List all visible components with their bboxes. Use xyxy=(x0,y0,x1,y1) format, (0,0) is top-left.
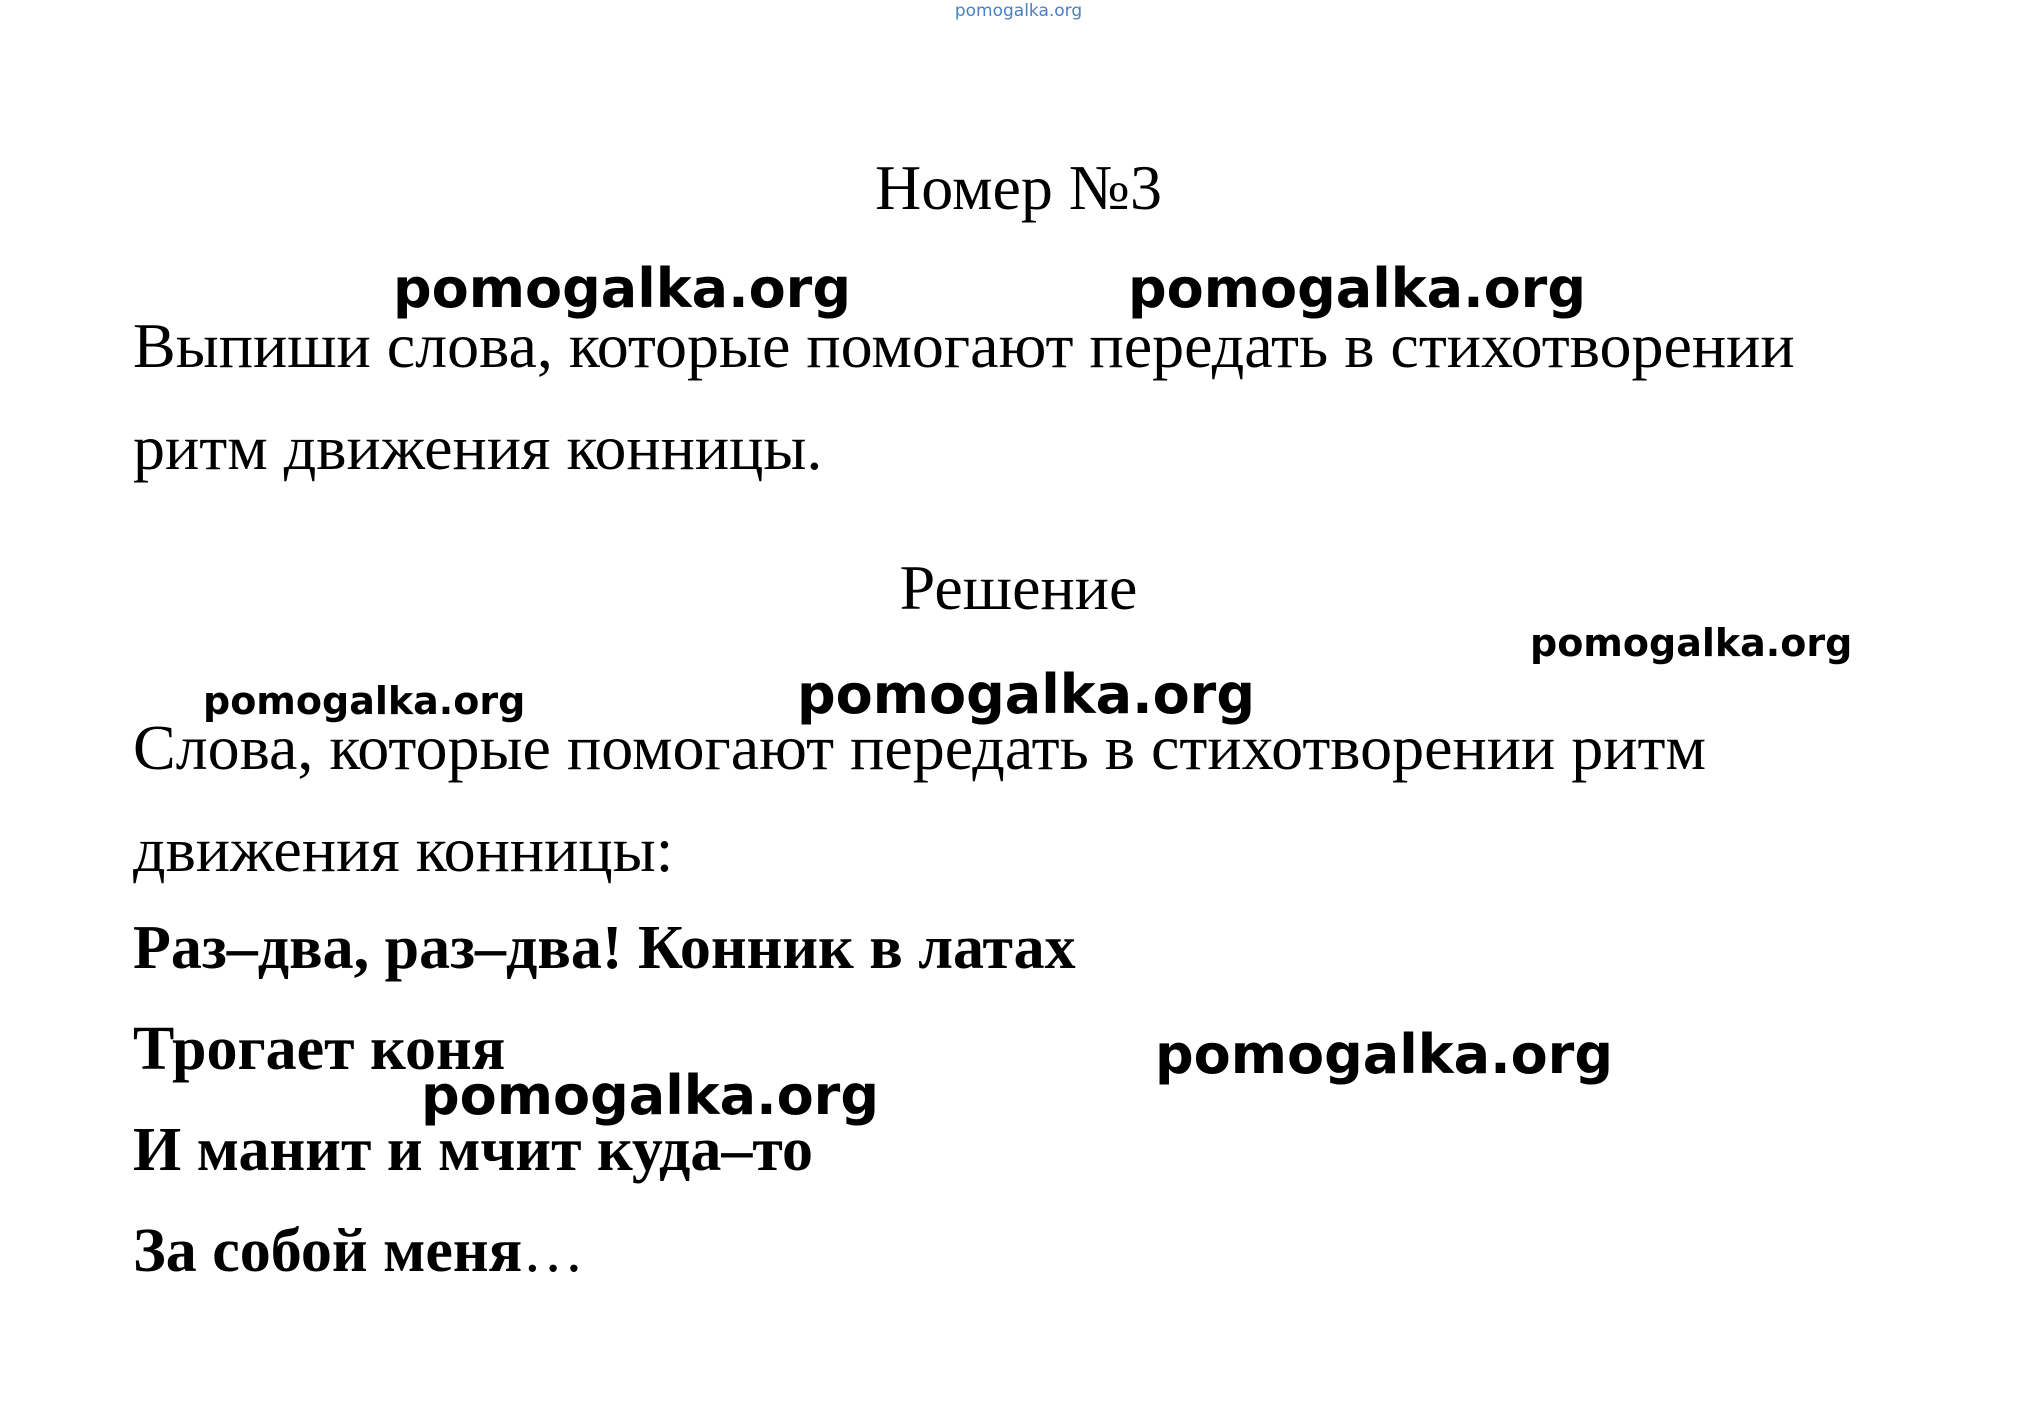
watermark: pomogalka.org xyxy=(1530,621,1853,665)
watermark: pomogalka.org xyxy=(393,257,851,320)
poem-ellipsis: … xyxy=(522,1217,585,1285)
watermark: pomogalka.org xyxy=(203,679,526,723)
watermark: pomogalka.org xyxy=(1128,257,1586,320)
poem-line: И манит и мчит куда–то xyxy=(133,1116,813,1184)
solution-heading: Решение xyxy=(899,552,1138,623)
answer-text xyxy=(133,697,2013,901)
task-line: ритм движения конницы. xyxy=(133,412,823,483)
answer-line: Слова, которые помогают передать в стихотворении ритм xyxy=(133,712,1706,783)
watermark: pomogalka.org xyxy=(421,1064,879,1127)
task-line: Выпиши слова, которые помогают передать в стихотворении xyxy=(133,310,1795,381)
poem-line: Трогает коня xyxy=(133,1015,506,1083)
task-text xyxy=(133,295,2013,499)
poem-excerpt xyxy=(133,898,1633,1302)
answer-line: движения конницы: xyxy=(133,814,674,885)
source-link[interactable]: pomogalka.org xyxy=(954,1,1083,21)
watermark: pomogalka.org xyxy=(797,663,1255,726)
poem-line-last xyxy=(133,1201,1633,1302)
page-title: Номер №3 xyxy=(875,152,1162,223)
poem-line: Раз–два, раз–два! Конник в латах xyxy=(133,914,1076,982)
poem-line-text: За собой меня xyxy=(133,1217,523,1285)
watermark: pomogalka.org xyxy=(1155,1023,1613,1086)
